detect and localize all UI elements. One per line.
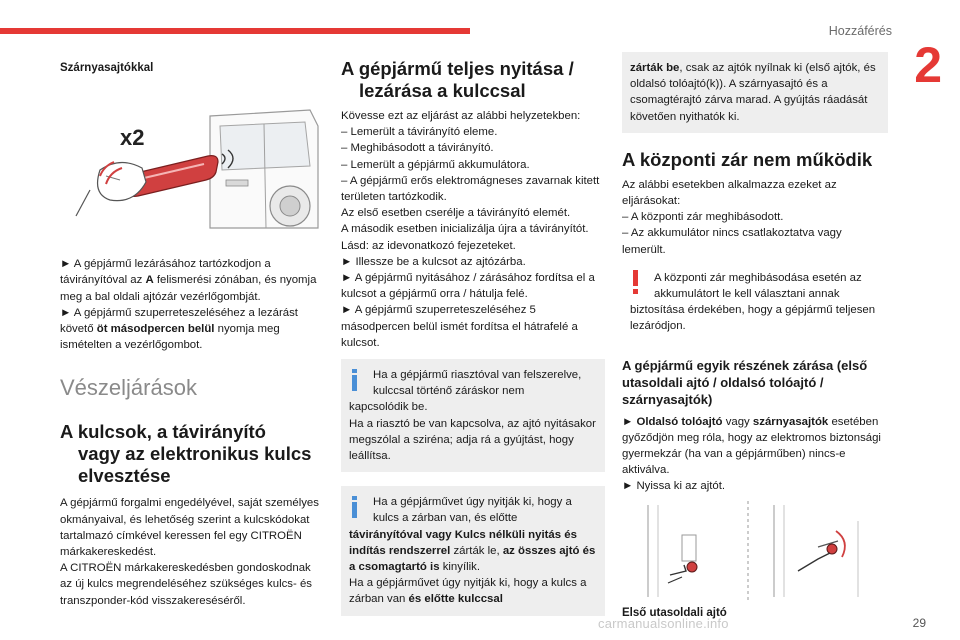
key-fob-illustration	[60, 96, 322, 236]
list-item: – Lemerült a távirányító eleme.	[341, 126, 498, 139]
heading-partial-lock: A gépjármű egyik részének zárása (első utasoldali ajtó / oldalsó tolóajtó / szárnyasajtók)	[622, 357, 868, 407]
info-box-key-unlock: Ha a gépjárművet úgy nyitják ki, hogy a kulcs a zárban van, és előtte távirányítóval vagy Kulcs nélküli nyitás és indítás rendszerrel zárták le, az összes ajtó és a csomagtartó is kinyílik. Ha a gépjárművet úgy nyitják ki, hogy a kulcs a zárban van és előtte kulccsal	[341, 486, 605, 615]
header-title: Hozzáférés	[828, 24, 892, 38]
column-3	[622, 60, 888, 621]
paragraph-dealer: A gépjármű forgalmi engedélyével, saját személyes okmányaival, és lehetőség szerint a kulcskódokat tartalmazó címkével keressen fel egy CITROËN márkakereskedést.	[60, 497, 319, 559]
door-lock-figure	[622, 501, 888, 601]
paragraph-child-lock: ► Oldalsó tolóajtó vagy szárnyasajtók esetében győződjön meg róla, hogy az elektromos biztonsági gyermekzár (ha van a gépjárműben) nincs-e aktiválva.	[622, 415, 881, 477]
paragraph-cases: Az alábbi esetekben alkalmazza ezeket az eljárásokat:	[622, 178, 837, 208]
paragraph-open-door: ► Nyissa ki az ajtót.	[622, 480, 726, 493]
watermark: carmanualsonline.info	[598, 616, 729, 631]
list-item: Kövesse ezt az eljárást az alábbi helyzetekben:	[341, 110, 581, 122]
heading-central-lock: A központi zár nem működik	[622, 148, 873, 170]
info-box-alarm: Ha a gépjármű riasztóval van felszerelve, kulccsal történő záráskor nem kapcsolódik be. Ha a riasztó be van kapcsolva, az ajtó nyitásakor megszólal a sziréna; adja rá a gyújtást, hogy leállítsa.	[341, 359, 605, 472]
paragraph-lock: ► A gépjármű lezárásához tartózkodjon a távirányítóval az A felismerési zónában, és nyomja meg a bal oldali ajtózár vezérlőgombját.	[60, 258, 317, 303]
header-accent-bar	[0, 28, 470, 34]
figure-caption: Első utasoldali ajtó	[622, 606, 727, 619]
list-item: – Meghibásodott a távirányító.	[341, 142, 494, 155]
list-item: ► A gépjármű szuperreteszeléséhez 5 másodpercen belül ismét fordítsa el hátrafelé a kulcsot.	[341, 304, 578, 349]
warning-icon	[632, 270, 639, 294]
warning-box: A központi zár meghibásodása esetén az akkumulátort le kell választani annak biztosítása érdekében, hogy a gépjármű teljesen lezáródjon.	[622, 268, 888, 343]
heading-key-open: A gépjármű teljes nyitása / lezárása a kulccsal	[341, 58, 574, 101]
paragraph-dealer-codes: A CITROËN márkakereskedésben gondoskodnak az új kulcs megrendeléséhez szükséges kulcs- és transzponder-kód visszakereséséről.	[60, 562, 312, 607]
press-count-label: x2	[120, 125, 145, 151]
column-1	[60, 60, 322, 609]
list-item: A második esetben inicializálja újra a távirányítót.	[341, 223, 589, 236]
list-item: – A központi zár meghibásodott.	[622, 211, 784, 224]
list-item: Az első esetben cserélje a távirányító elemét.	[341, 207, 571, 220]
paragraph-superlock: ► A gépjármű szuperreteszeléséhez a lezárást követő öt másodpercen belül nyomja meg ismételten a vezérlőgombot.	[60, 306, 298, 352]
info-icon	[351, 496, 358, 518]
list-item: Lásd: az idevonatkozó fejezeteket.	[341, 239, 516, 252]
list-item: ► A gépjármű nyitásához / zárásához fordítsa el a kulcsot a gépjármű orra / hátulja felé.	[341, 272, 595, 301]
heading-lost-keys: A kulcsok, a távirányító vagy az elektronikus kulcs elvesztése	[60, 421, 312, 487]
info-icon	[351, 369, 358, 391]
chapter-number: 2	[914, 37, 942, 93]
list-item: ► Illessze be a kulcsot az ajtózárba.	[341, 255, 526, 268]
list-item: – A gépjármű erős elektromágneses zavarnak kitett területen tartózkodik.	[341, 174, 600, 204]
door-lock-illustration	[622, 501, 888, 601]
procedure-list	[341, 108, 605, 351]
list-item: – Az akkumulátor nincs csatlakoztatva vagy lemerült.	[622, 227, 842, 256]
list-item: – Lemerült a gépjármű akkumulátora.	[341, 158, 530, 171]
page-number: 29	[912, 616, 926, 630]
column-2	[341, 60, 605, 616]
section-title: Vészeljárások	[60, 375, 197, 401]
key-fob-figure	[60, 96, 322, 236]
subsection-title: Szárnyasajtókkal	[60, 62, 154, 74]
info-box-continued: zárták be, csak az ajtók nyílnak ki (első ajtók, és oldalsó tolóajtó(k)). A szárnyasajtó és a csomagtérajtó zárva marad. A gyújtás ráadását követően nyithatók ki.	[622, 52, 888, 133]
